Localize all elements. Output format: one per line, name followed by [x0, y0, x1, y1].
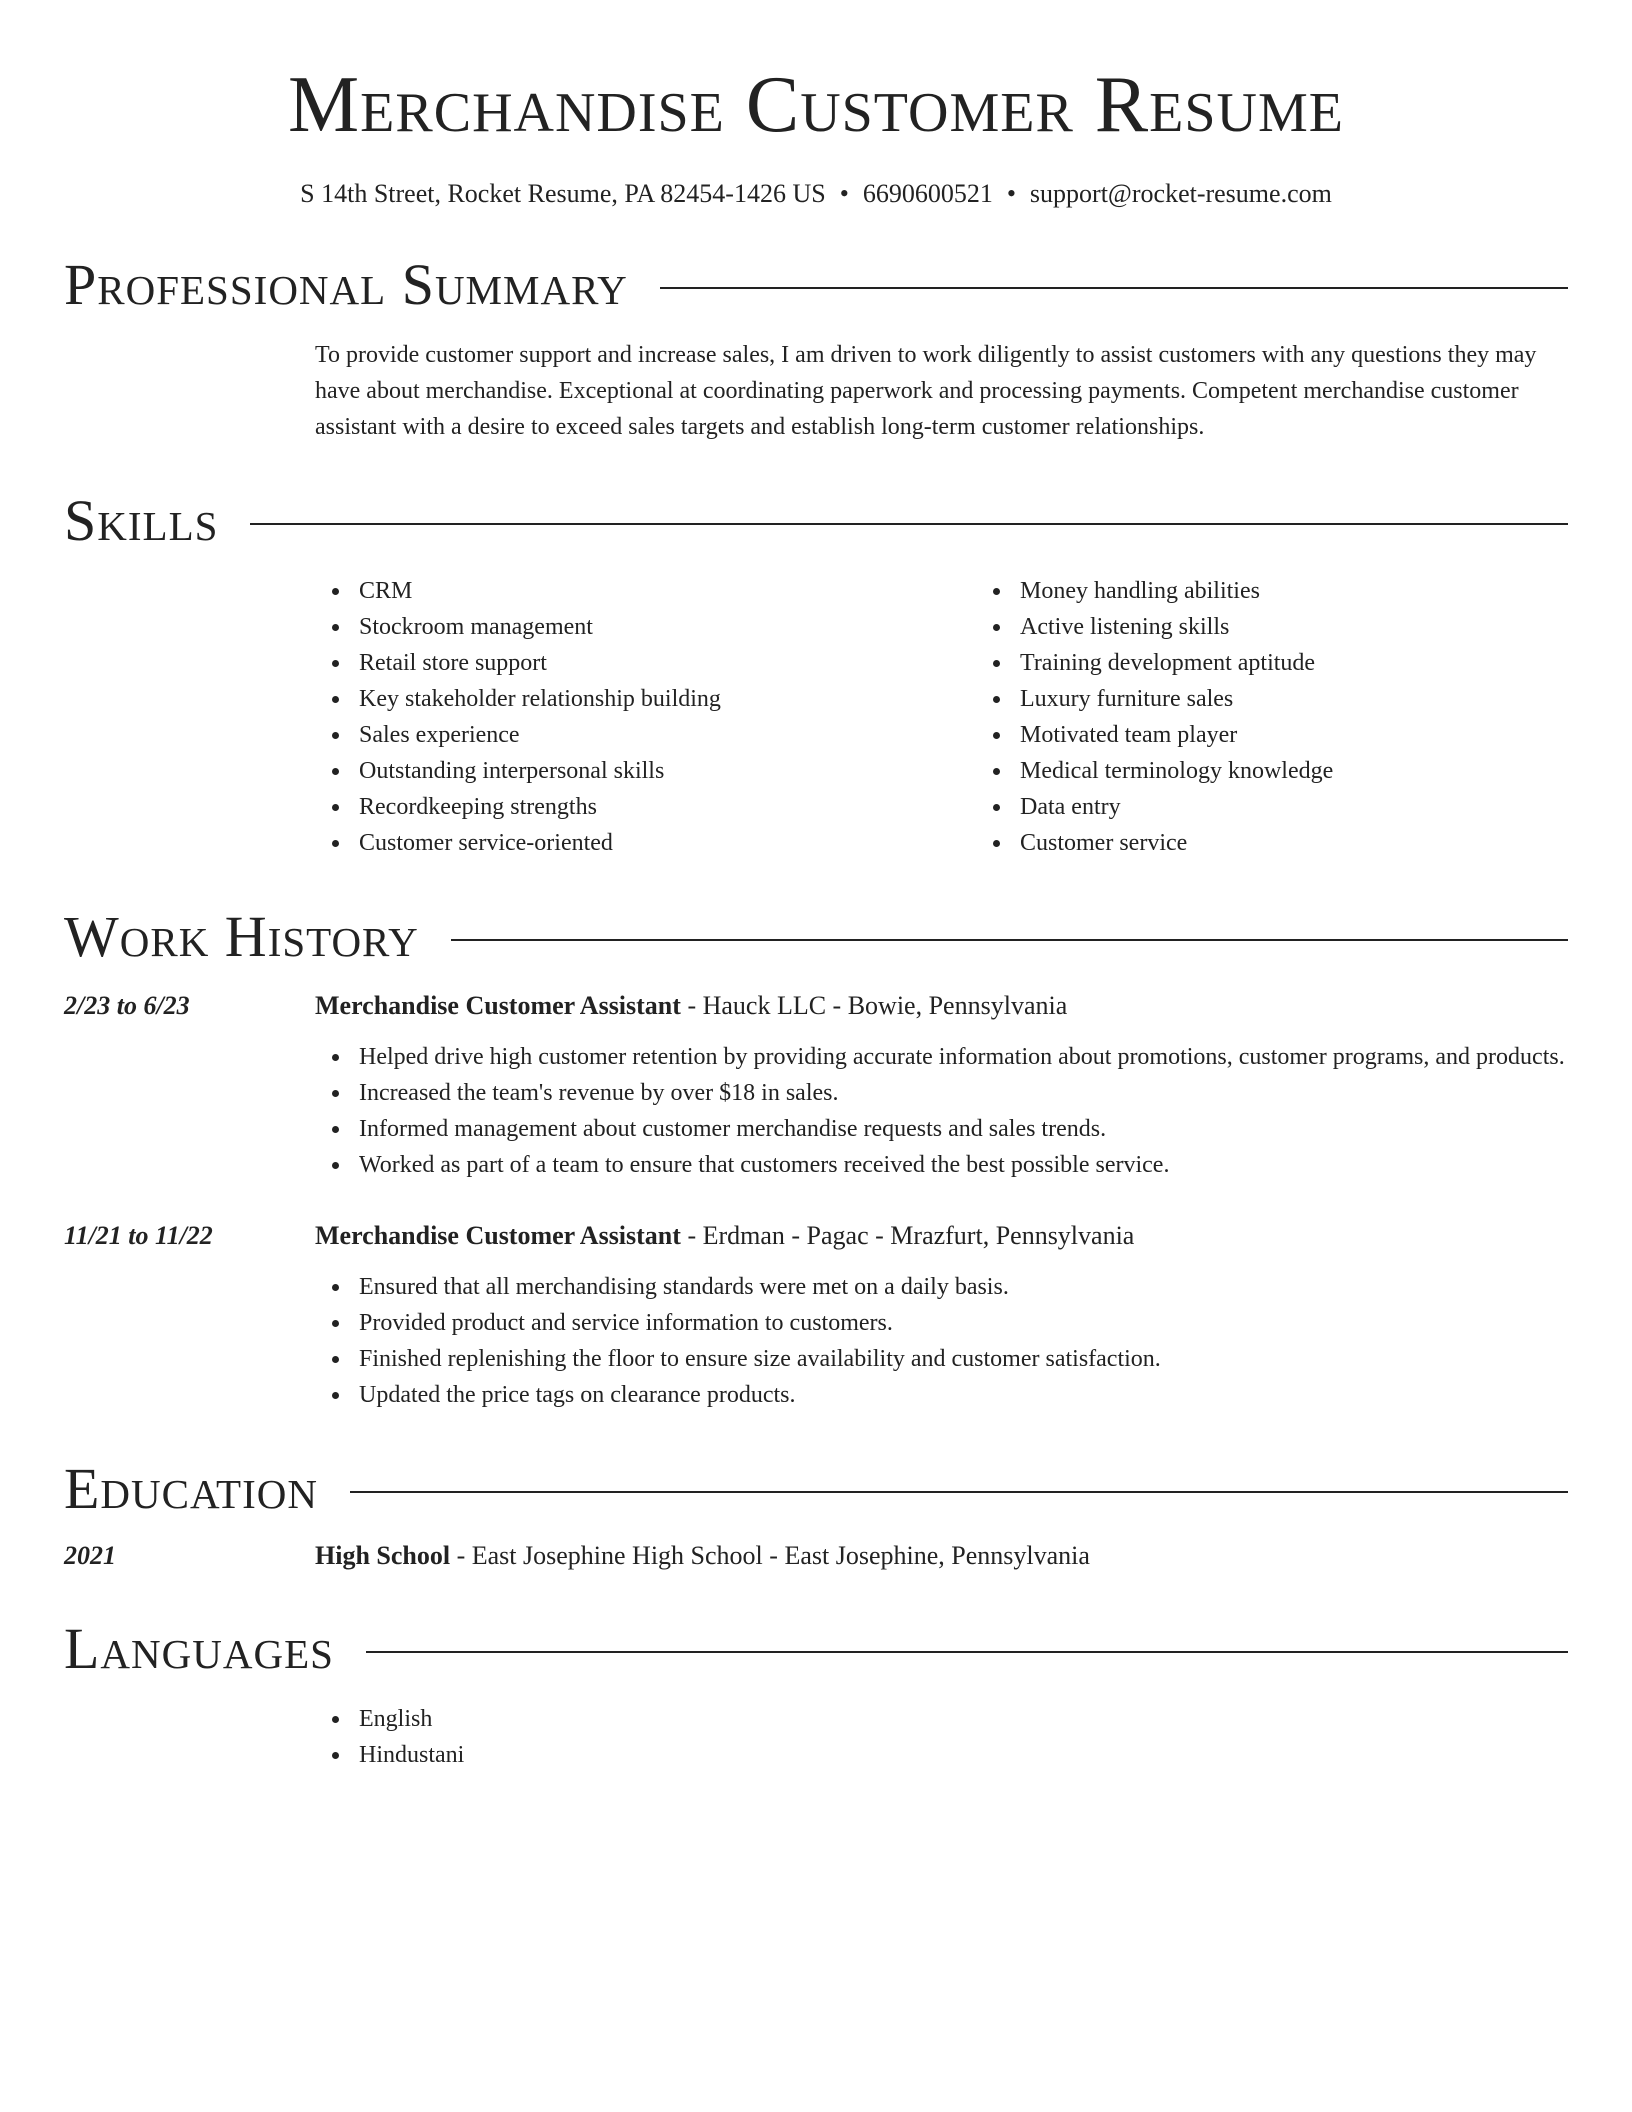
- skill-item: Stockroom management: [359, 609, 976, 645]
- language-item: English: [359, 1701, 1568, 1737]
- skill-item: Training development aptitude: [1020, 645, 1632, 681]
- job-bullet: Helped drive high customer retention by providing accurate information about promotions, customer programs, and products.: [359, 1039, 1568, 1075]
- job-heading: [315, 989, 1568, 1023]
- job-bullet: Updated the price tags on clearance products.: [359, 1377, 1568, 1413]
- summary-left-spacer: [64, 337, 315, 445]
- skill-item: Outstanding interpersonal skills: [359, 753, 976, 789]
- section-divider: [366, 1651, 1568, 1653]
- separator: •: [839, 179, 849, 208]
- job-entry: [64, 989, 1568, 1183]
- job-dates: 2/23 to 6/23: [64, 991, 190, 1020]
- resume-title: Merchandise Customer Resume: [288, 61, 1344, 149]
- skills-list-left: [315, 573, 976, 861]
- skills-left-spacer: [64, 573, 315, 861]
- job-bullet: Increased the team's revenue by over $18 in sales.: [359, 1075, 1568, 1111]
- section-heading-skills: Skills: [64, 488, 219, 553]
- address: S 14th Street, Rocket Resume, PA 82454-1426 US: [300, 179, 826, 208]
- summary-row: [64, 337, 1568, 445]
- skill-item: Retail store support: [359, 645, 976, 681]
- job-bullets: [315, 1269, 1568, 1413]
- section-divider: [660, 287, 1568, 289]
- job-bullets: [315, 1039, 1568, 1183]
- job-dates: 11/21 to 11/22: [64, 1221, 213, 1250]
- education-heading: [315, 1539, 1568, 1573]
- section-divider: [350, 1491, 1568, 1493]
- job-bullet: Ensured that all merchandising standards were met on a daily basis.: [359, 1269, 1568, 1305]
- education-school: - East Josephine High School - East Josephine, Pennsylvania: [450, 1541, 1090, 1570]
- job-employer: - Hauck LLC - Bowie, Pennsylvania: [680, 991, 1068, 1020]
- job-bullet: Worked as part of a team to ensure that customers received the best possible service.: [359, 1147, 1568, 1183]
- job-body: [315, 1219, 1568, 1413]
- skill-item: Luxury furniture sales: [1020, 681, 1632, 717]
- job-heading: [315, 1219, 1568, 1253]
- section-divider: [451, 939, 1568, 941]
- skills-row: [64, 573, 1568, 861]
- education-degree: High School: [315, 1541, 451, 1570]
- summary-section-header: [64, 253, 1568, 317]
- job-title: Merchandise Customer Assistant: [315, 991, 681, 1020]
- education-section-header: [64, 1457, 1568, 1521]
- section-heading-languages: Languages: [64, 1616, 334, 1681]
- skill-item: Motivated team player: [1020, 717, 1632, 753]
- separator: •: [1006, 179, 1016, 208]
- section-divider: [250, 523, 1568, 525]
- skill-item: Medical terminology knowledge: [1020, 753, 1632, 789]
- language-item: Hindustani: [359, 1737, 1568, 1773]
- section-heading-work: Work History: [64, 904, 419, 969]
- skill-item: Active listening skills: [1020, 609, 1632, 645]
- skills-section-header: [64, 489, 1568, 553]
- education-year: 2021: [64, 1541, 116, 1570]
- section-heading-summary: Professional Summary: [64, 252, 628, 317]
- work-section-header: [64, 905, 1568, 969]
- job-title: Merchandise Customer Assistant: [315, 1221, 681, 1250]
- skill-item: Money handling abilities: [1020, 573, 1632, 609]
- skill-item: CRM: [359, 573, 976, 609]
- job-entry: [64, 1219, 1568, 1413]
- email: support@rocket-resume.com: [1029, 179, 1332, 208]
- job-body: [315, 989, 1568, 1183]
- resume-page: [64, 0, 1568, 1773]
- summary-text: To provide customer support and increase sales, I am driven to work diligently to assist customers with any questions they may have about merchandise. Exceptional at coordinating paperwork and processing payments. Competent merchandise customer assistant with a desire to exceed sales targets and establish long-term customer relationships.: [315, 342, 1537, 440]
- section-heading-education: Education: [64, 1456, 318, 1521]
- languages-section-header: [64, 1617, 1568, 1681]
- job-employer: - Erdman - Pagac - Mrazfurt, Pennsylvania: [680, 1221, 1135, 1250]
- contact-line: [64, 179, 1568, 209]
- skill-item: Data entry: [1020, 789, 1632, 825]
- job-bullet: Provided product and service information to customers.: [359, 1305, 1568, 1341]
- languages-list: [315, 1701, 1568, 1773]
- languages-row: [64, 1701, 1568, 1773]
- skills-list-right: [976, 573, 1632, 861]
- skill-item: Sales experience: [359, 717, 976, 753]
- job-bullet: Informed management about customer merchandise requests and sales trends.: [359, 1111, 1568, 1147]
- languages-body: [315, 1701, 1568, 1773]
- skill-item: Key stakeholder relationship building: [359, 681, 976, 717]
- skill-item: Customer service-oriented: [359, 825, 976, 861]
- skill-item: Recordkeeping strengths: [359, 789, 976, 825]
- education-entry: [64, 1539, 1568, 1573]
- languages-left-spacer: [64, 1701, 315, 1773]
- job-bullet: Finished replenishing the floor to ensure size availability and customer satisfaction.: [359, 1341, 1568, 1377]
- phone: 6690600521: [862, 179, 993, 208]
- skills-columns: [315, 573, 1632, 861]
- skill-item: Customer service: [1020, 825, 1632, 861]
